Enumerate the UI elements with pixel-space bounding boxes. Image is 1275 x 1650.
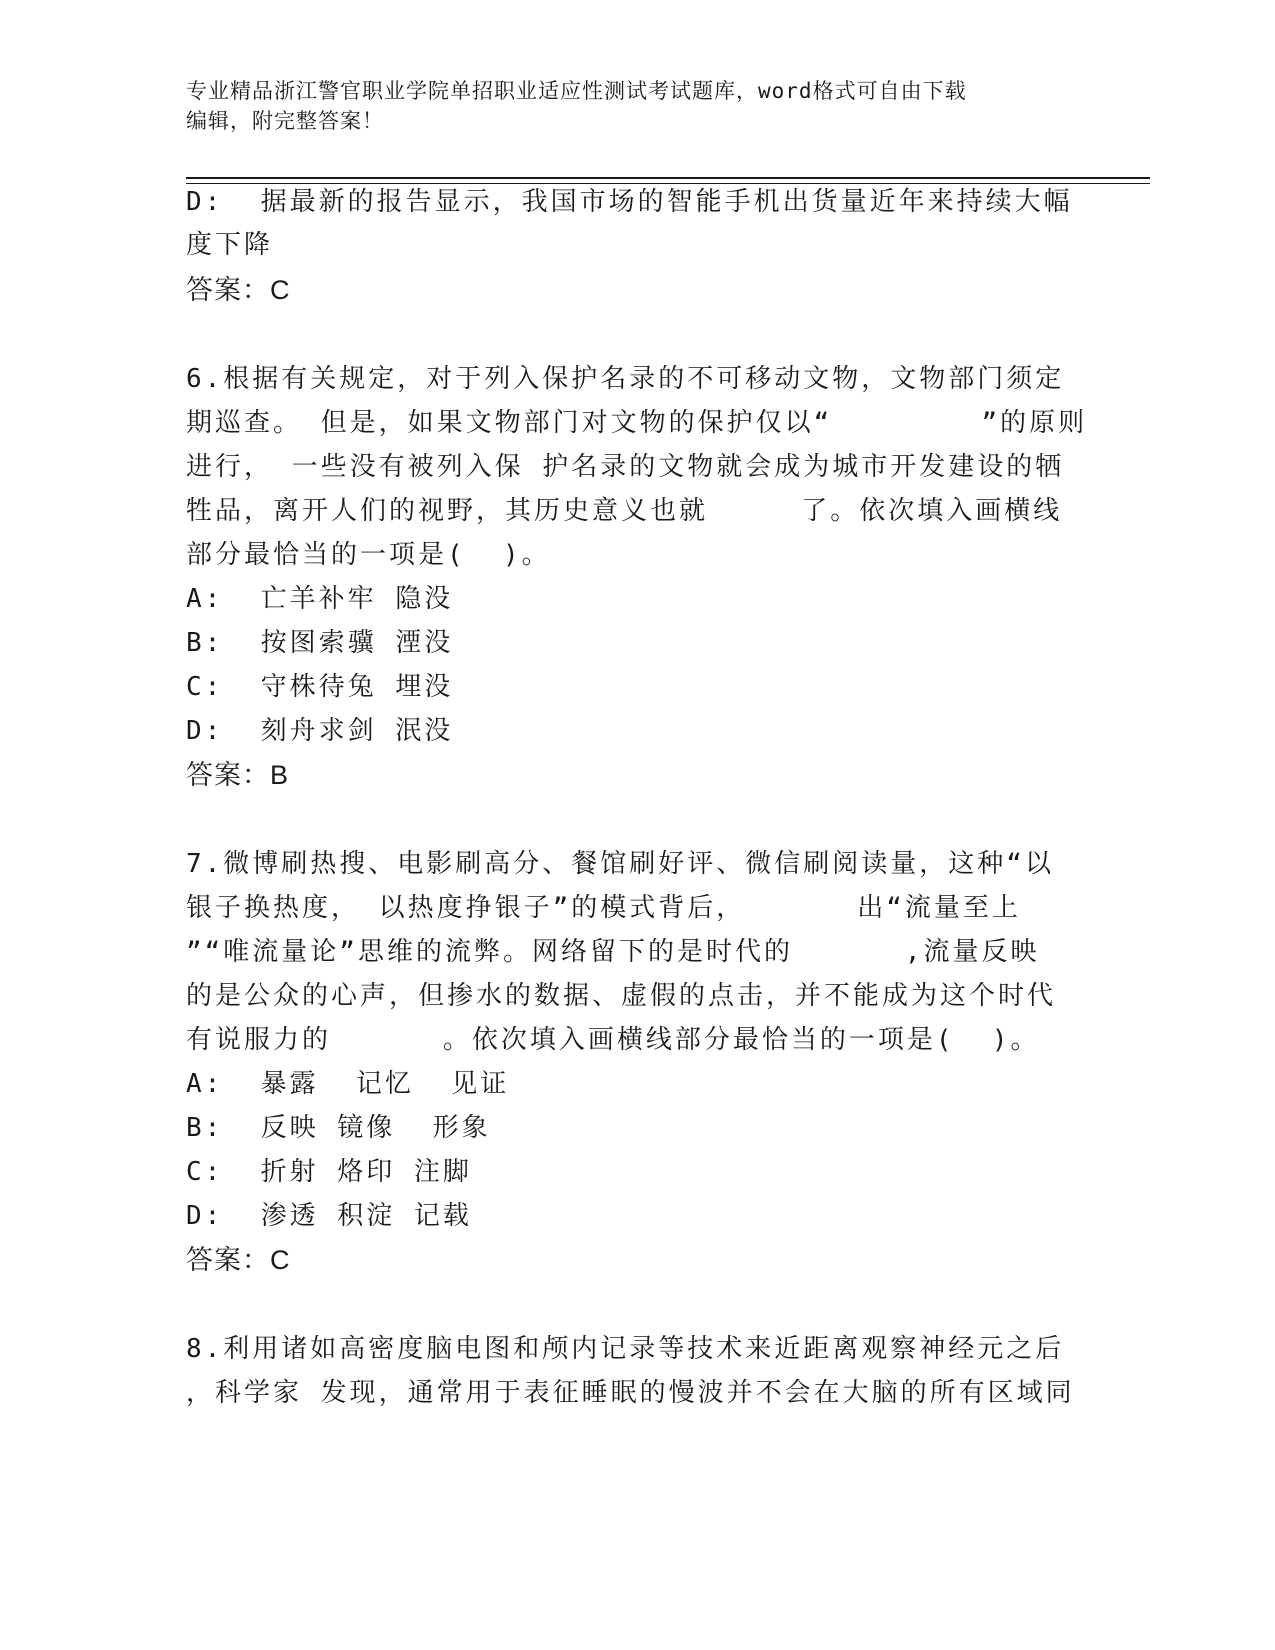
q7-stem-line-5: 有说服力的 。依次填入画横线部分最恰当的一项是( )。	[186, 1025, 1040, 1055]
q7-stem-line-1: 7.微博刷热搜、电影刷高分、餐馆刷好评、微信刷阅读量，这种“以	[186, 849, 1054, 879]
header-divider-thin	[186, 183, 1150, 184]
q6-stem-line-5: 部分最恰当的一项是( )。	[186, 540, 551, 570]
q7-stem-line-2: 银子换热度， 以热度挣银子”的模式背后， 出“流量至上	[186, 893, 1021, 923]
q7-option-b: B: 反映 镜像 形象	[186, 1113, 491, 1143]
q6-stem-line-4: 牲品，离开人们的视野，其历史意义也就 了。依次填入画横线	[186, 496, 1063, 526]
q5-answer: 答案：C	[186, 275, 291, 305]
q6-option-c: C: 守株待兔 埋没	[186, 672, 454, 702]
q6-stem-line-3: 进行， 一些没有被列入保 护名录的文物就会成为城市开发建设的牺	[186, 452, 1065, 482]
header-line-1: 专业精品浙江警官职业学院单招职业适应性测试考试题库，word格式可自由下载	[186, 79, 967, 103]
q6-option-b: B: 按图索骥 湮没	[186, 628, 454, 658]
q7-option-c: C: 折射 烙印 注脚	[186, 1157, 472, 1187]
q6-answer: 答案：B	[186, 760, 290, 790]
q7-stem-line-3: ”“唯流量论”思维的流弊。网络留下的是时代的 ,流量反映	[186, 937, 1040, 967]
header-divider-thick	[186, 177, 1150, 179]
q7-stem-line-4: 的是公众的心声，但掺水的数据、虚假的点击，并不能成为这个时代	[186, 981, 1057, 1011]
q6-option-d: D: 刻舟求剑 泯没	[186, 716, 454, 746]
q7-option-d: D: 渗透 积淀 记载	[186, 1201, 472, 1231]
q7-option-a: A: 暴露 记忆 见证	[186, 1069, 510, 1099]
q8-stem-line-1: 8.利用诸如高密度脑电图和颅内记录等技术来近距离观察神经元之后	[186, 1334, 1065, 1364]
q8-stem-line-2: ，科学家 发现，通常用于表征睡眠的慢波并不会在大脑的所有区域同	[186, 1378, 1075, 1408]
q5-option-d-line-1: D: 据最新的报告显示，我国市场的智能手机出货量近年来持续大幅	[186, 187, 1073, 217]
q6-option-a: A: 亡羊补牢 隐没	[186, 584, 454, 614]
q7-answer: 答案：C	[186, 1245, 291, 1275]
q6-stem-line-2: 期巡查。 但是，如果文物部门对文物的保护仅以“ ”的原则	[186, 408, 1088, 438]
q6-stem-line-1: 6.根据有关规定，对于列入保护名录的不可移动文物，文物部门须定	[186, 364, 1065, 394]
page-header	[186, 76, 1086, 136]
header-line-2: 编辑，附完整答案！	[186, 109, 384, 133]
q5-option-d-line-2: 度下降	[186, 230, 274, 260]
